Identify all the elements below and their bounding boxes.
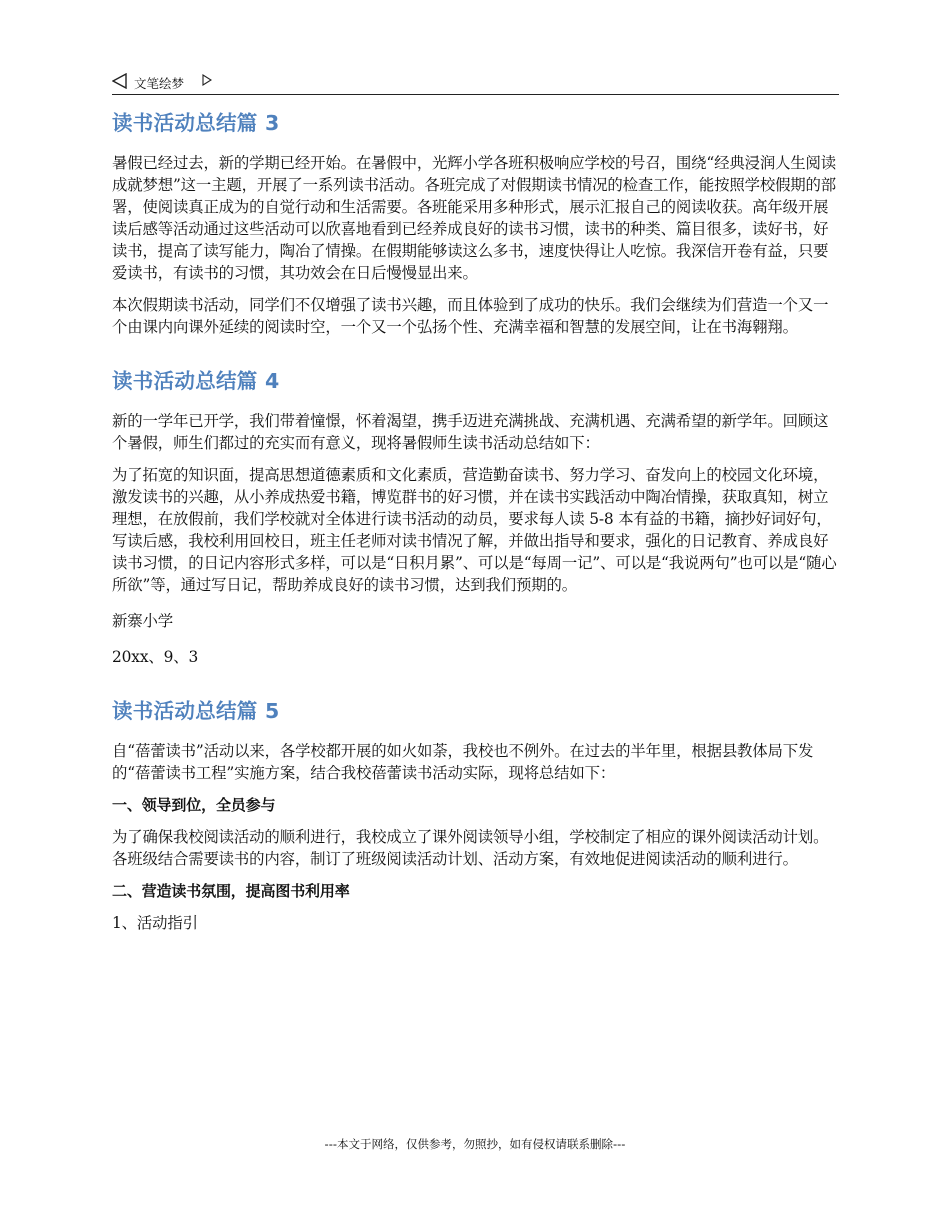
paragraph: 为了拓宽的知识面，提高思想道德素质和文化素质，营造勤奋读书、努力学习、奋发向上的校园文化环境，激发读书的兴趣，从小养成热爱书籍，博览群书的好习惯，并在读书实践活动中陶冶情操，获取真知，树立理想，在放假前，我们学校就对全体进行读书活动的动员，要求每人读 5-8 本有益的书籍，摘抄好词好句，写读后感，我校利用回校日，班主任老师对读书情况了解，并做出指导和要求，强化的日记教育、养成良好读书习惯，的日记内容形式多样，可以是“日积月累”、可以是“每周一记”、可以是“我说两句”也可以是“随心所欲”等，通过写日记，帮助养成良好的读书习惯，达到我们预期的。 xyxy=(112,466,837,594)
document-body xyxy=(112,108,842,962)
triangle-right-outline-icon xyxy=(202,74,212,86)
paragraph: 暑假已经过去，新的学期已经开始。在暑假中，光辉小学各班积极响应学校的号召，围绕“经典浸润人生阅读成就梦想”这一主题，开展了一系列读书活动。各班完成了对假期读书情况的检查工作，能按照学校假期的部署，使阅读真正成为的自觉行动和生活需要。各班能采用多种形式，展示汇报自己的阅读收获。高年级开展读后感等活动通过这些活动可以欣喜地看到已经养成良好的读书习惯，读书的种类、篇目很多，读好书，好读书，提高了读写能力，陶冶了情操。在假期能够读这么多书，速度快得让人吃惊。我深信开卷有益，只要爱读书，有读书的习惯，其功效会在日后慢慢显出来。 xyxy=(112,154,837,282)
subheading: 二、营造读书氛围，提高图书利用率 xyxy=(112,882,350,900)
signature-date: 20xx、9、3 xyxy=(112,648,199,666)
section-5 xyxy=(112,696,842,934)
triangle-left-outline-icon xyxy=(112,73,128,89)
paragraph: 为了确保我校阅读活动的顺利进行，我校成立了课外阅读领导小组，学校制定了相应的课外阅读活动计划。各班级结合需要读书的内容，制订了班级阅读活动计划、活动方案，有效地促进阅读活动的顺利进行。 xyxy=(112,828,829,868)
paragraph: 自“蓓蕾读书”活动以来，各学校都开展的如火如荼，我校也不例外。在过去的半年里，根据县教体局下发的“蓓蕾读书工程”实施方案，结合我校蓓蕾读书活动实际，现将总结如下： xyxy=(112,742,814,782)
section-3 xyxy=(112,108,842,338)
paragraph: 1、活动指引 xyxy=(112,914,198,932)
paragraph: 本次假期读书活动，同学们不仅增强了读书兴趣，而且体验到了成功的快乐。我们会继续为们营造一个又一个由课内向课外延续的阅读时空，一个又一个弘扬个性、充满幸福和智慧的发展空间，让在书海翱翔。 xyxy=(112,296,829,336)
header-title: 文笔绘梦 xyxy=(134,76,185,91)
signature-school: 新寨小学 xyxy=(112,612,173,630)
section-4 xyxy=(112,366,842,668)
section-heading: 读书活动总结篇 4 xyxy=(112,369,280,393)
section-heading: 读书活动总结篇 3 xyxy=(112,111,280,135)
subheading: 一、领导到位，全员参与 xyxy=(112,796,276,814)
page-footer: ---本文于网络，仅供参考，勿照抄，如有侵权请联系删除--- xyxy=(324,1137,626,1151)
paragraph: 新的一学年已开学，我们带着憧憬，怀着渴望，携手迈进充满挑战、充满机遇、充满希望的新学年。回顾这个暑假，师生们都过的充实而有意义，现将暑假师生读书活动总结如下： xyxy=(112,412,829,452)
page-header xyxy=(112,70,839,95)
section-heading: 读书活动总结篇 5 xyxy=(112,699,280,723)
